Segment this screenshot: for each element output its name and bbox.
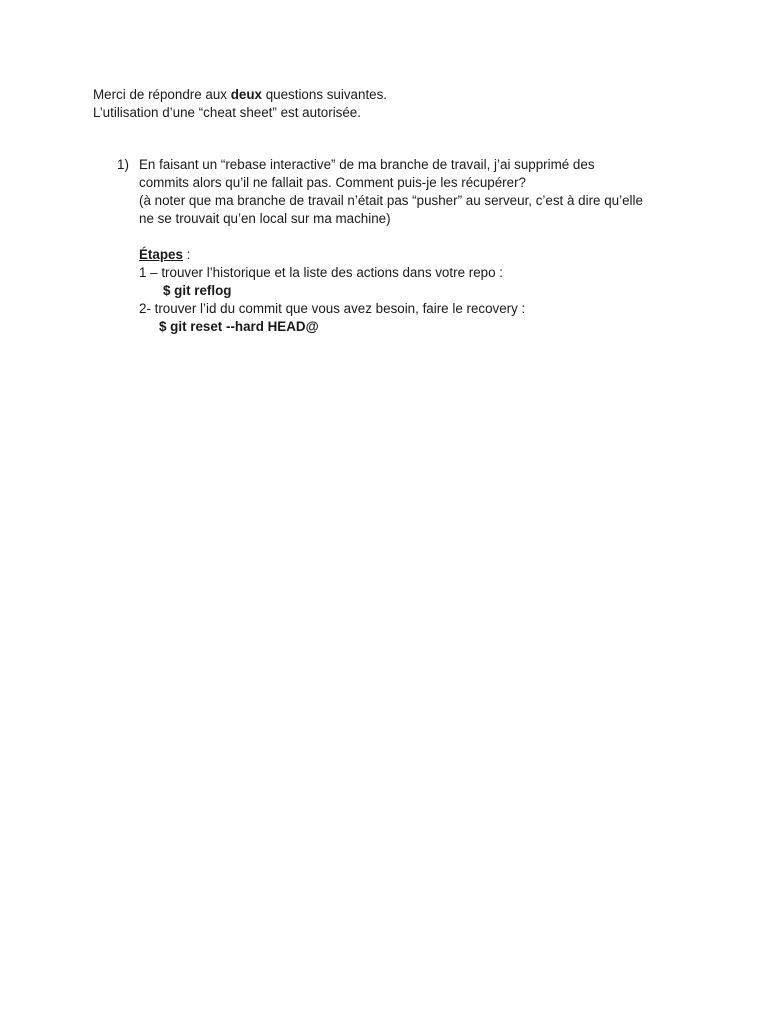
question-text-line-3: (à noter que ma branche de travail n’était pas “pusher” au serveur, c’est à dire qu’elle (139, 193, 643, 208)
instructions-emphasis: deux (230, 87, 262, 102)
step-1: 1 – trouver l’historique et la liste des actions dans votre repo : (139, 265, 503, 280)
question-text-line-1: En faisant un “rebase interactive” de ma branche de travail, j’ai supprimé des (139, 157, 595, 172)
instructions (93, 86, 713, 122)
command-git-reset: $ git reset --hard HEAD@ (159, 319, 319, 334)
instructions-text-start: Merci de répondre aux (93, 87, 231, 102)
step-2: 2- trouver l’id du commit que vous avez besoin, faire le recovery : (139, 301, 526, 316)
question-number: 1) (117, 157, 129, 172)
instructions-line-1 (93, 86, 713, 104)
steps-heading (139, 246, 709, 264)
steps-title: Étapes (139, 247, 183, 262)
command-git-reflog: $ git reflog (163, 283, 232, 298)
spacer (139, 228, 709, 246)
question-body (139, 156, 709, 336)
question-text-line-4: ne se trouvait qu’en local sur ma machine) (139, 211, 391, 226)
instructions-text-end: questions suivantes. (261, 87, 388, 102)
steps-title-suffix: : (182, 247, 191, 262)
question-text-line-2: commits alors qu’il ne fallait pas. Comment puis-je les récupérer? (139, 175, 526, 190)
instructions-line-2: L’utilisation d’une “cheat sheet” est autorisée. (93, 105, 361, 120)
